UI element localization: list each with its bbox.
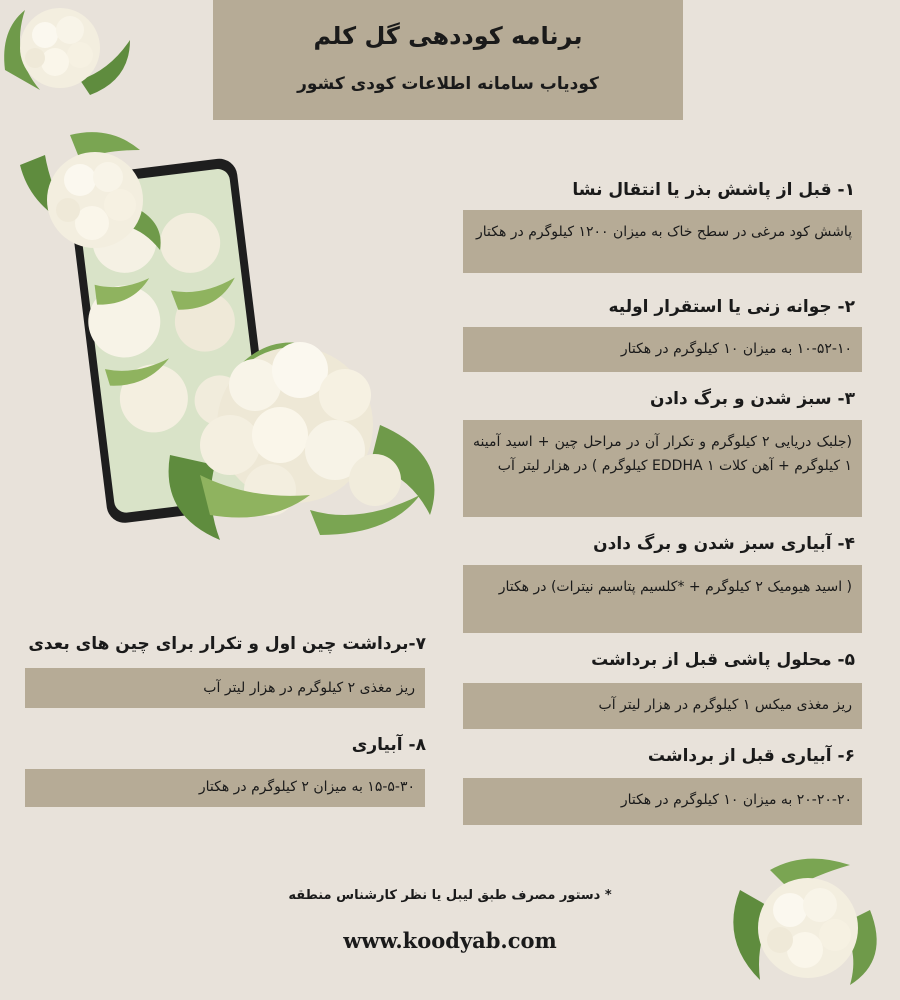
footer-note: * دستور مصرف طبق لیبل یا نظر کارشناس منطقه <box>288 888 612 903</box>
step-8-title: ۸- آبیاری <box>351 735 426 755</box>
step-3-box: (جلبک دریایی ۲ کیلوگرم و تکرار آن در مراحل چین + اسید آمینه ۱ کیلوگرم + آهن کلات EDDHA ۱ کیلوگرم ) در هزار لیتر آب <box>463 420 862 517</box>
page-subtitle: کودیاب سامانه اطلاعات کودی کشور <box>297 74 599 94</box>
step-4-box: ( اسید هیومیک ۲ کیلوگرم + *کلسیم پتاسیم نیترات) در هکتار <box>463 565 862 633</box>
step-8-box: ۱۵-۵-۳۰ به میزان ۲ کیلوگرم در هکتار <box>25 769 425 807</box>
cauliflower-corner-bottom-right-icon <box>720 850 890 990</box>
header-box <box>213 0 683 120</box>
step-3-title: ۳- سبز شدن و برگ دادن <box>649 389 855 409</box>
step-5-title: ۵- محلول پاشی قبل از برداشت <box>591 650 855 670</box>
step-1-title: ۱- قبل از پاشش بذر یا انتقال نشا <box>572 180 855 200</box>
step-1-box: پاشش کود مرغی در سطح خاک به میزان ۱۲۰۰ کیلوگرم در هکتار <box>463 210 862 273</box>
step-7-title: ۷-برداشت چین اول و تکرار برای چین های بعدی <box>28 634 426 654</box>
page-title: برنامه کوددهی گل کلم <box>313 22 583 50</box>
step-6-title: ۶- آبیاری قبل از برداشت <box>647 746 855 766</box>
step-2-box: ۱۰-۵۲-۱۰ به میزان ۱۰ کیلوگرم در هکتار <box>463 327 862 372</box>
step-5-box: ریز مغذی میکس ۱ کیلوگرم در هزار لیتر آب <box>463 683 862 729</box>
step-7-box: ریز مغذی ۲ کیلوگرم در هزار لیتر آب <box>25 668 425 708</box>
website-link[interactable]: www.koodyab.com <box>343 928 557 953</box>
step-4-title: ۴- آبیاری سبز شدن و برگ دادن <box>593 534 855 554</box>
step-2-title: ۲- جوانه زنی یا استقرار اولیه <box>608 297 855 317</box>
phone-cauliflower-illustration <box>10 125 450 550</box>
cauliflower-corner-top-left-icon <box>0 0 140 105</box>
step-6-box: ۲۰-۲۰-۲۰ به میزان ۱۰ کیلوگرم در هکتار <box>463 778 862 825</box>
